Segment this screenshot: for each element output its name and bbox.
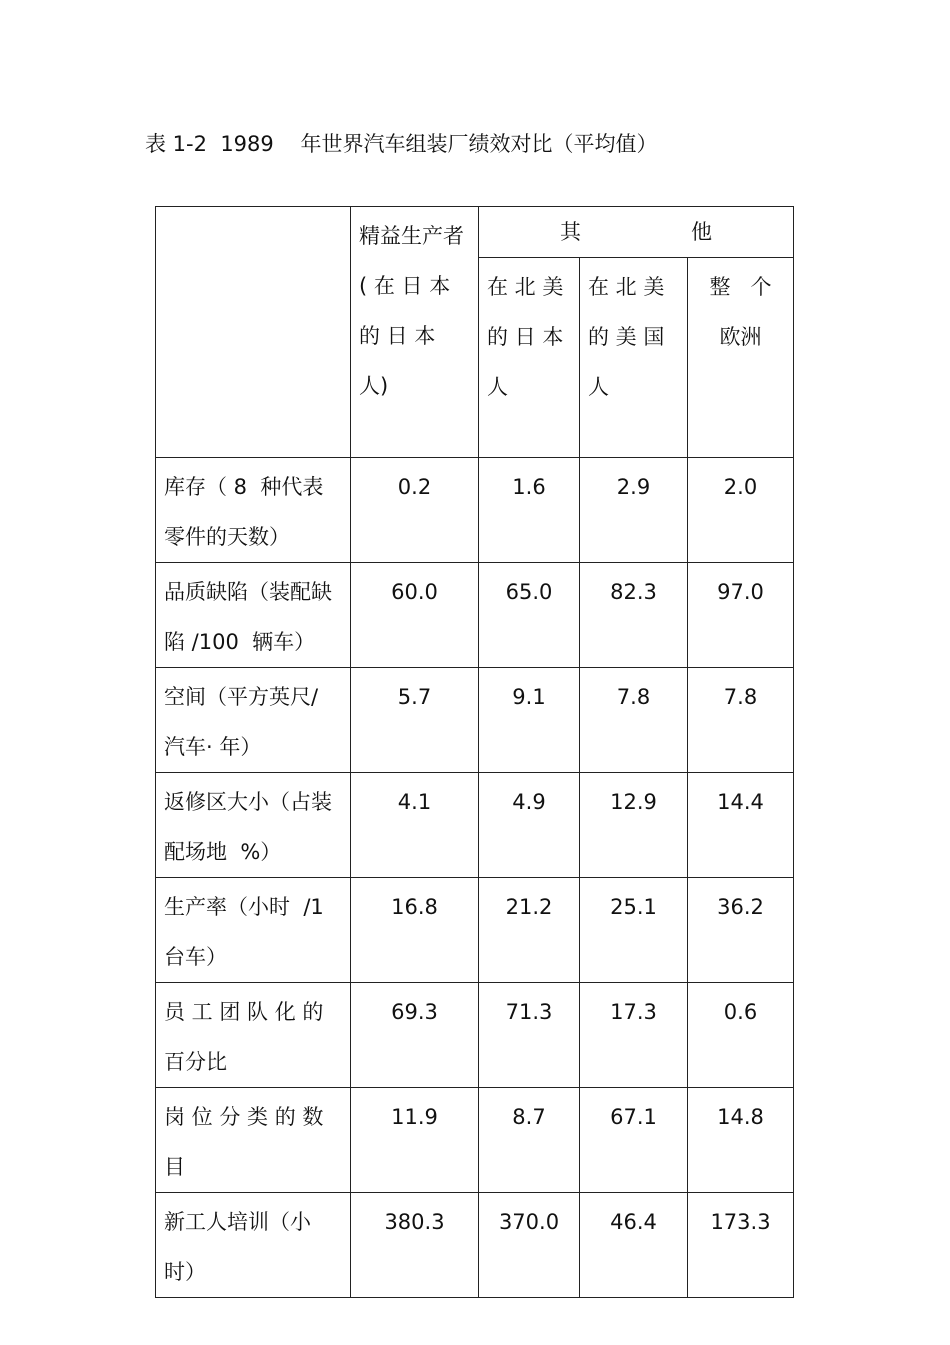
- cell-value: 14.8: [688, 1088, 794, 1193]
- cell-value: 36.2: [688, 878, 794, 983]
- cell-value: 5.7: [351, 668, 479, 773]
- row-label: 品质缺陷（装配缺陷 /100 辆车）: [156, 563, 351, 668]
- cell-value: 173.3: [688, 1193, 794, 1298]
- row-label: 岗 位 分 类 的 数目: [156, 1088, 351, 1193]
- cell-value: 7.8: [580, 668, 688, 773]
- table-row: [156, 668, 794, 773]
- cell-value: 1.6: [479, 458, 580, 563]
- table-row: [156, 983, 794, 1088]
- cell-value: 97.0: [688, 563, 794, 668]
- cell-value: 71.3: [479, 983, 580, 1088]
- cell-value: 4.9: [479, 773, 580, 878]
- cell-value: 4.1: [351, 773, 479, 878]
- cell-value: 17.3: [580, 983, 688, 1088]
- cell-value: 65.0: [479, 563, 580, 668]
- cell-value: 11.9: [351, 1088, 479, 1193]
- cell-value: 0.6: [688, 983, 794, 1088]
- row-label: 空间（平方英尺/ 汽车· 年）: [156, 668, 351, 773]
- table-row: [156, 1193, 794, 1298]
- cell-value: 60.0: [351, 563, 479, 668]
- cell-value: 370.0: [479, 1193, 580, 1298]
- row-label: 新工人培训（小时）: [156, 1193, 351, 1298]
- cell-value: 12.9: [580, 773, 688, 878]
- table-row: [156, 1088, 794, 1193]
- row-label: 库存（ 8 种代表零件的天数）: [156, 458, 351, 563]
- header-others-group: [479, 207, 794, 258]
- header-lean-producer: 精益生产者 ( 在 日 本 的 日 本 人): [351, 207, 479, 458]
- row-label: 返修区大小（占装配场地 %）: [156, 773, 351, 878]
- header-others-right: 他: [691, 220, 712, 244]
- cell-value: 67.1: [580, 1088, 688, 1193]
- header-all-europe: 整 个 欧洲: [688, 258, 794, 458]
- cell-value: 21.2: [479, 878, 580, 983]
- header-japanese-in-north-america: 在 北 美 的 日 本 人: [479, 258, 580, 458]
- header-americans-in-north-america: 在 北 美 的 美 国 人: [580, 258, 688, 458]
- cell-value: 14.4: [688, 773, 794, 878]
- cell-value: 2.9: [580, 458, 688, 563]
- cell-value: 16.8: [351, 878, 479, 983]
- row-label: 生产率（小时 /1台车）: [156, 878, 351, 983]
- cell-value: 0.2: [351, 458, 479, 563]
- table-caption: 表 1-2 1989 年世界汽车组装厂绩效对比（平均值）: [145, 132, 658, 156]
- cell-value: 7.8: [688, 668, 794, 773]
- row-label: 员 工 团 队 化 的百分比: [156, 983, 351, 1088]
- cell-value: 82.3: [580, 563, 688, 668]
- table-row: [156, 773, 794, 878]
- table-row: [156, 563, 794, 668]
- cell-value: 380.3: [351, 1193, 479, 1298]
- header-others-left: 其: [560, 220, 581, 244]
- cell-value: 69.3: [351, 983, 479, 1088]
- cell-value: 46.4: [580, 1193, 688, 1298]
- cell-value: 2.0: [688, 458, 794, 563]
- performance-table: [155, 206, 794, 1298]
- table-row: [156, 458, 794, 563]
- cell-value: 9.1: [479, 668, 580, 773]
- header-empty-cell: [156, 207, 351, 458]
- cell-value: 8.7: [479, 1088, 580, 1193]
- cell-value: 25.1: [580, 878, 688, 983]
- table-row: [156, 878, 794, 983]
